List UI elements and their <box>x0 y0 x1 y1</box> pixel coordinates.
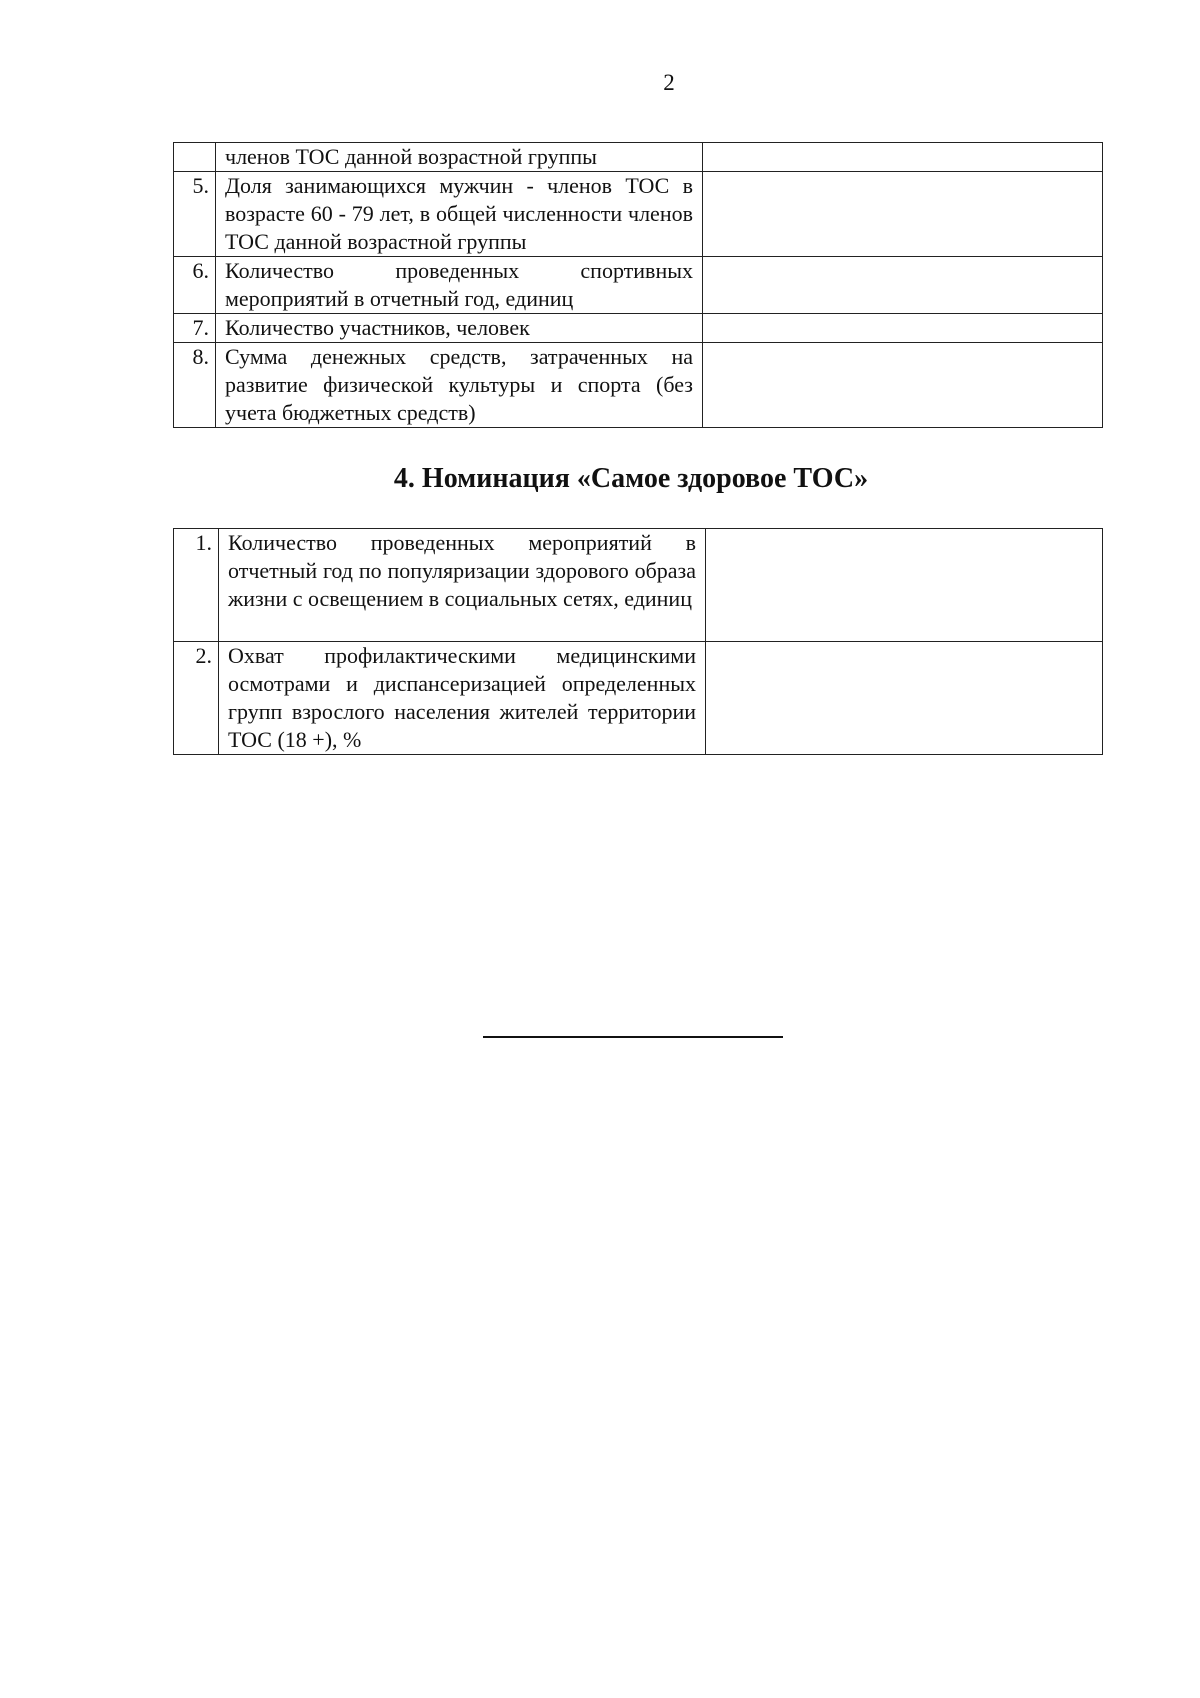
table-row <box>174 172 1103 257</box>
table-row <box>174 529 1103 642</box>
row-number <box>174 143 216 172</box>
row-description <box>216 257 703 314</box>
row-description-text: Количество проведенных мероприятий в отчетный год по популяризации здорового образа жизни с освещением в социальных сетях, единиц <box>228 530 696 611</box>
row-description <box>219 642 706 755</box>
row-description <box>216 143 703 172</box>
row-number: 2. <box>174 642 219 755</box>
row-number: 8. <box>174 343 216 428</box>
row-description-text: Количество проведенных спортивных мероприятий в отчетный год, единиц <box>225 258 693 311</box>
row-description <box>216 314 703 343</box>
row-description-text: Доля занимающихся мужчин - членов ТОС в возрасте 60 - 79 лет, в общей численности членов ТОС данной возрастной группы <box>225 173 693 254</box>
row-number: 1. <box>174 529 219 642</box>
table-row <box>174 257 1103 314</box>
table-row <box>174 642 1103 755</box>
table-row <box>174 143 1103 172</box>
row-value <box>706 642 1103 755</box>
end-of-document-line <box>483 1036 783 1038</box>
row-number: 7. <box>174 314 216 343</box>
section-heading: 4. Номинация «Самое здоровое ТОС» <box>393 463 869 494</box>
row-description-text: Количество участников, человек <box>225 315 530 340</box>
row-value <box>706 529 1103 642</box>
row-number: 5. <box>174 172 216 257</box>
row-description-text: Сумма денежных средств, затраченных на развитие физической культуры и спорта (без учета бюджетных средств) <box>225 344 693 425</box>
row-value <box>703 172 1103 257</box>
row-value <box>703 257 1103 314</box>
row-value <box>703 314 1103 343</box>
row-number: 6. <box>174 257 216 314</box>
row-value <box>703 143 1103 172</box>
row-description-text: Охват профилактическими медицинскими осмотрами и диспансеризацией определенных групп взрослого населения жителей территории ТОС (18 +), % <box>228 643 696 752</box>
row-description <box>216 343 703 428</box>
row-value <box>703 343 1103 428</box>
table-row <box>174 314 1103 343</box>
row-description-text: членов ТОС данной возрастной группы <box>225 144 597 169</box>
healthiest-tos-table <box>173 528 1103 755</box>
indicators-table-continued <box>173 142 1103 428</box>
table-row <box>174 343 1103 428</box>
page-number: 2 <box>663 70 675 95</box>
row-description <box>219 529 706 642</box>
row-description <box>216 172 703 257</box>
